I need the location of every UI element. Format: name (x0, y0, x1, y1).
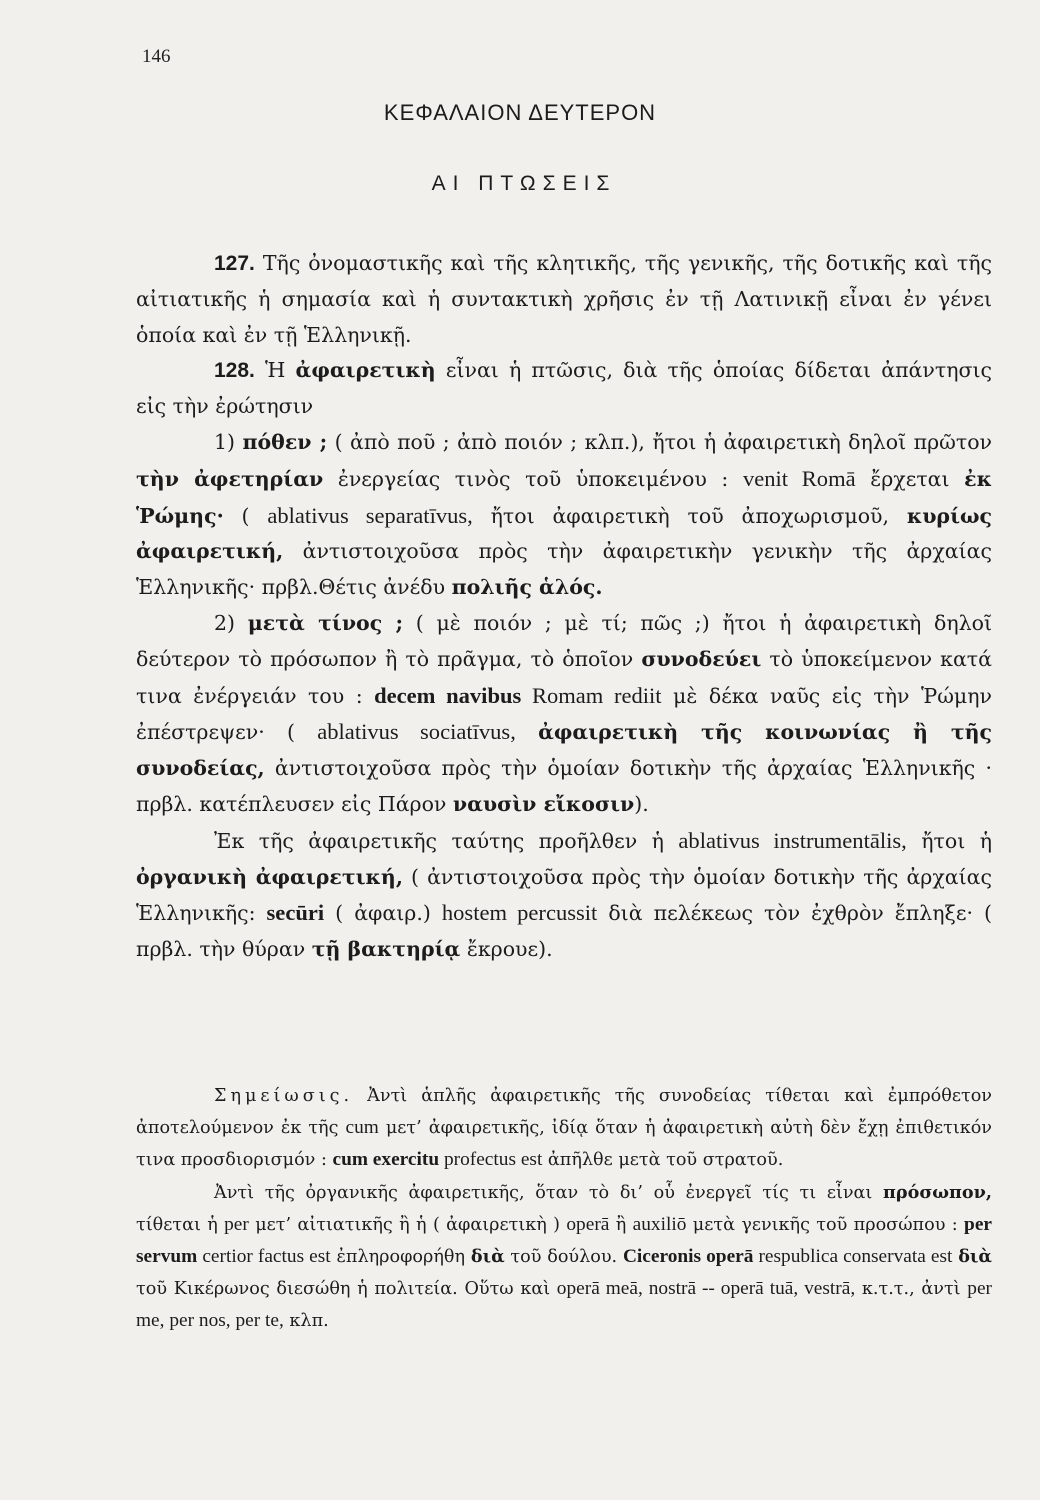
text-run: ἀντιστοιχοῦσα πρὸς τὴν ἀφαιρετικὴν γενικὴν τῆς ἀρχαίας Ἑλληνικῆς· πρβλ.Θέτις ἀνέδυ (136, 539, 992, 600)
note-1 (136, 1081, 992, 1177)
notes-section (136, 1081, 992, 1338)
latin-term: per (224, 1213, 249, 1235)
text-run (516, 720, 538, 744)
text-run: τοῦ δούλου. (504, 1247, 623, 1268)
latin-example: respublica conservata est (753, 1246, 953, 1268)
bold-term: ναυσὶν εἴκοσιν (452, 791, 635, 816)
paragraph-127 (136, 246, 992, 353)
text-run: Ἡ (254, 358, 296, 383)
bold-term: τὴν ἀφετηρίαν (136, 466, 324, 491)
latin-example-bold: cum exercitu (332, 1149, 440, 1171)
latin-term: ablativus separatīvus, (267, 502, 473, 528)
text-run: κ.τ.τ., ἀντὶ (855, 1279, 968, 1300)
paragraph-number: 128. (214, 359, 255, 383)
text-run: διὰ πελέκεως τὸν ἐχθρὸν ἔπληξε· ( πρβλ. τὴν θύραν (136, 901, 992, 962)
point-number: 2) (214, 610, 248, 635)
text-run: ἐπληροφορήθη (330, 1247, 471, 1268)
text-run: Ἀντὶ τῆς ὀργανικῆς ἀφαιρετικῆς, ὅταν τὸ δι’ οὗ ἐνεργεῖ τίς τι εἶναι (214, 1182, 884, 1203)
latin-example-bold: Ciceronis operā (622, 1246, 754, 1268)
text-run: ἀντιστοιχοῦσα πρὸς τὴν ὁμοίαν δοτικὴν τῆς ἀρχαίας Ἑλληνικῆς · πρβλ. κατέπλευσεν εἰς Πάρον (136, 756, 992, 816)
point-1 (136, 425, 992, 606)
latin-example: certior factus est (197, 1246, 331, 1268)
bold-term: διὰ (470, 1246, 505, 1268)
text-run: ( ἀπὸ ποῦ ; ἀπὸ ποιόν ; κλπ.), ἤτοι ἡ ἀφαιρετικὴ δηλοῖ πρῶτον (327, 429, 992, 454)
text-run: μετὰ γενικῆς τοῦ προσώπου : (686, 1214, 965, 1235)
latin-term: ablativus sociatīvus, (317, 719, 516, 745)
text-run: τίθεται ἡ (136, 1214, 225, 1235)
page-number: 146 (142, 46, 171, 67)
text-run: Ἐκ τῆς ἀφαιρετικῆς ταύτης προῆλθεν ἡ (214, 828, 679, 853)
text-run: μὲ δέκα ναῦς εἰς τὴν Ῥώμην ἐπέστρεψεν· ( (136, 683, 992, 745)
bold-term: ὀργανικὴ ἀφαιρετική, (136, 864, 403, 889)
paragraph-number: 127. (214, 252, 255, 275)
text-run: ἢ (609, 1214, 633, 1235)
text-run: Τῆς ὀνομαστικῆς καὶ τῆς κλητικῆς, τῆς γενικῆς, τῆς δοτικῆς καὶ τῆς αἰτιατικῆς ἡ σημασία καὶ ἡ συντακτικὴ χρῆσις ἐν τῇ Λατινικῇ εἶναι ἐν γένει ὁποία καὶ ἐν τῇ Ἑλληνικῇ. (136, 251, 992, 347)
text-run: ἤτοι ἀφαιρετικὴ τοῦ ἀποχωρισμοῦ, (472, 503, 907, 528)
text-run: ( ἀφαιρ.) (324, 901, 442, 926)
latin-example: operā meā, nostrā -- operā tuā, vestrā, (556, 1278, 856, 1300)
bold-term: ἀφαιρετικὴ (295, 358, 436, 383)
bold-term: πολιῆς ἁλός. (451, 575, 603, 600)
latin-example-bold: per servum (136, 1213, 992, 1268)
bold-term: πρόσωπον, (883, 1181, 992, 1203)
text-run: Ἀντὶ ἁπλῆς ἀφαιρετικῆς τῆς συνοδείας τίθεται καὶ ἐμπρόθετον ἀποτελούμενον ἐκ τῆς (136, 1086, 992, 1139)
bold-term: διὰ (958, 1246, 992, 1268)
text-run: ἐνεργείας τινὸς τοῦ ὑποκειμένου : (323, 466, 743, 491)
text-run: ( (223, 503, 268, 528)
point-number: 1) (214, 429, 243, 454)
bold-term: τῇ βακτηρίᾳ (311, 937, 461, 962)
note-label: Σημείωσις. (214, 1086, 354, 1106)
text-run: τὸ ὑποκείμενον κατά τινα ἐνέργειάν του : (136, 646, 992, 708)
latin-example: hostem percussit (441, 900, 598, 926)
text-run: εἶναι ἡ πτῶσις, διὰ τῆς ὁποίας δίδεται ἀπάντησις εἰς τὴν ἐρώτησιν (136, 358, 992, 419)
latin-term: ablativus instrumentālis, (678, 827, 907, 853)
latin-example-bold: decem navibus (374, 682, 522, 708)
text-run: ἔρχεται (855, 466, 965, 491)
text-run: ἀπῆλθε μετὰ τοῦ στρατοῦ. (542, 1150, 784, 1171)
text-run: ἔκρουε). (460, 937, 553, 962)
latin-term: operā (566, 1213, 610, 1235)
bold-term: συνοδεύει (641, 646, 762, 671)
text-run: τοῦ Κικέρωνος διεσώθη ἡ πολιτεία. Οὕτω καὶ (136, 1279, 557, 1300)
bold-term: ἐκ Ῥώμης· (136, 466, 992, 528)
text-run: μετ’ αἰτιατικῆς ἢ ἡ ( ἀφαιρετικὴ ) (248, 1214, 567, 1235)
chapter-heading: ΚΕΦΑΛΑΙΟΝ ΔΕΥΤΕΡΟΝ (383, 100, 657, 125)
text-run: μετ’ ἀφαιρετικῆς, ἰδίᾳ ὅταν ἡ ἀφαιρετικὴ αὐτὴ δὲν ἔχῃ ἐπιθετικόν τινα προσδιορισμόν : (136, 1118, 993, 1171)
latin-example: profectus est (439, 1149, 543, 1171)
text-run: κλπ. (283, 1311, 329, 1332)
bold-term: κυρίως ἀφαιρετική, (136, 503, 992, 564)
point-2 (136, 606, 992, 823)
paragraph-128 (136, 353, 992, 425)
main-text (136, 246, 992, 968)
latin-term: auxiliō (632, 1213, 687, 1235)
paragraph-instrumental (136, 823, 992, 968)
latin-term: cum (345, 1117, 379, 1139)
bold-term: ἀφαιρετικὴ τῆς κοινωνίας ἢ τῆς συνοδείας, (136, 720, 992, 781)
note-2 (136, 1177, 992, 1338)
text-run: ἤτοι ἡ (906, 828, 992, 853)
text-run: ( μὲ ποιόν ; μὲ τί; πῶς ;) ἤτοι ἡ ἀφαιρετικὴ δηλοῖ δεύτερον τὸ πρόσωπον ἢ τὸ πρᾶγμα, τὸ ὁποῖον (136, 610, 992, 671)
latin-example: per me, per nos, per te, (136, 1278, 992, 1332)
section-heading: ΑΙ ΠΤΩΣΕΙΣ (431, 172, 617, 195)
text-run: ). (634, 791, 649, 816)
bold-term: μετὰ τίνος ; (247, 610, 404, 635)
text-run: ( ἀντιστοιχοῦσα πρὸς τὴν ὁμοίαν δοτικὴν τῆς ἀρχαίας Ἑλληνικῆς: (136, 864, 992, 926)
latin-example-bold: secūri (266, 900, 325, 926)
bold-term: πόθεν ; (242, 429, 328, 454)
latin-example: venit Romā (742, 465, 856, 491)
latin-example: Romam rediit (521, 682, 662, 708)
